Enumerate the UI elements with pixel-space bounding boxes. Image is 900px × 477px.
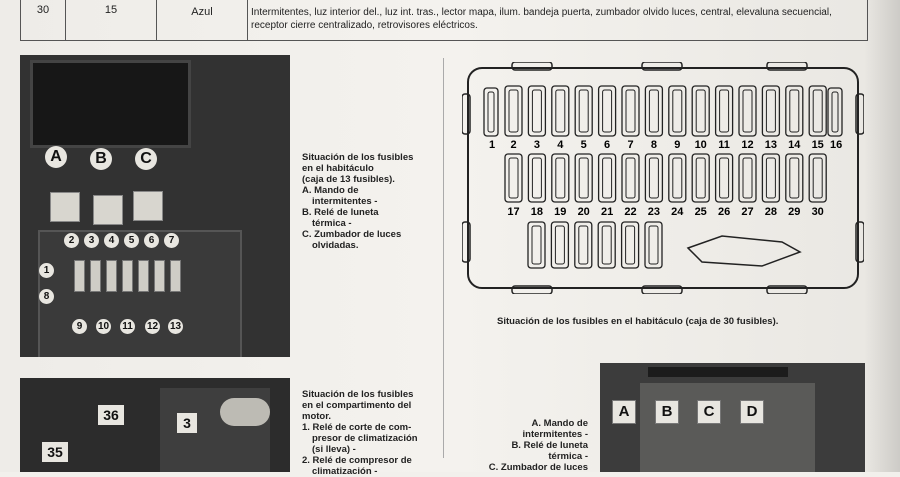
fuse-label: 9 [674, 139, 681, 151]
photo-relays [600, 363, 865, 472]
fuse-label: 21 [600, 206, 614, 218]
fuse-slot [551, 222, 568, 268]
fuse-slot [622, 222, 639, 268]
table-cell-number [21, 0, 66, 40]
fuse-slot-inner [720, 158, 729, 198]
fuse-slot-inner [509, 158, 518, 198]
fuse-label: 7 [627, 139, 634, 151]
fuse-slot-inner [603, 90, 612, 132]
fuse-slot [786, 86, 803, 136]
fuse-label: 3 [533, 139, 540, 151]
caption-line: motor. [302, 411, 332, 422]
fuse-slot-inner [532, 226, 541, 264]
small-fuse [74, 260, 85, 292]
caption-line: térmica - [312, 218, 352, 229]
fuse-slot [505, 86, 522, 136]
fuse-slot [575, 154, 592, 202]
caption-engine-fuse-box [302, 389, 418, 477]
fuse-row-middle [505, 154, 826, 202]
fuse-slot-inner [743, 158, 752, 198]
callout-number: 6 [144, 233, 159, 248]
callout-number: 13 [169, 321, 182, 332]
fuse-slot [575, 222, 592, 268]
fuse-slot-inner [790, 158, 799, 198]
fuse-slot [552, 86, 569, 136]
fuse-slot-inner [579, 158, 588, 198]
callout-3: 3 [177, 413, 197, 433]
fuse-slot-inner [649, 158, 658, 198]
fuse-label-16: 16 [830, 139, 843, 151]
fuse-labels-top [510, 139, 823, 151]
fuse-slot [739, 154, 756, 202]
caption-line: 1. Relé de corte de com- [302, 422, 412, 433]
fuse-slot-inner [696, 158, 705, 198]
fuse-slot [809, 154, 826, 202]
fuse-slot-inner [766, 158, 775, 198]
label-d: D [740, 400, 764, 424]
fuse-slot-inner [743, 90, 752, 132]
fuse-slot-inner [603, 158, 612, 198]
callout-number: 3 [84, 233, 99, 248]
fuse-label: 8 [650, 139, 657, 151]
fuse-slot-inner [509, 90, 518, 132]
fuse-slot-inner [813, 158, 822, 198]
page-edge-shadow [864, 0, 900, 472]
fuse-slot [739, 86, 756, 136]
photo-engine-fuse-box [20, 378, 290, 472]
fuse-row-bottom [528, 222, 662, 268]
column-divider [443, 58, 444, 458]
caption-line: intermitentes - [312, 196, 378, 207]
label-a: A [612, 400, 636, 424]
fuse-slot [669, 86, 686, 136]
fuse-slot [598, 222, 615, 268]
caption-line: C. Zumbador de luces [302, 229, 402, 240]
small-fuse [106, 260, 117, 292]
fuse-label-1: 1 [489, 139, 496, 151]
caption-line: B. Relé de luneta [511, 440, 588, 451]
label-c: C [135, 148, 157, 170]
caption-line: intermitentes - [522, 429, 588, 440]
callout-number: 2 [64, 233, 79, 248]
callout-number: 7 [164, 233, 179, 248]
caption-line: térmica - [548, 451, 588, 462]
fuse-label: 25 [694, 206, 707, 218]
fuse-label: 11 [718, 139, 730, 151]
fuse-label: 13 [764, 139, 778, 151]
fuse-slot-inner [649, 226, 658, 264]
fuse-slot-inner [790, 90, 799, 132]
fuse-slot [552, 154, 569, 202]
callout-number: 8 [39, 289, 54, 304]
caption-line: C. Zumbador de luces [488, 462, 588, 473]
fuse-slot [622, 154, 639, 202]
fuse-slot [528, 86, 545, 136]
fuse-slot-inner [532, 158, 541, 198]
callout-number: 9 [72, 319, 87, 334]
fuse-slot [809, 86, 826, 136]
fuse-slot [692, 154, 709, 202]
fuse-label: 19 [554, 206, 567, 218]
relay-round [220, 398, 270, 426]
fuse-slot [575, 86, 592, 136]
fuse-label: 10 [694, 139, 707, 151]
caption-line: olvidadas. [312, 240, 359, 251]
fuse-row-top [484, 86, 842, 136]
fuse-label: 6 [604, 139, 611, 151]
fuse-number: 30 [36, 4, 50, 16]
fuse-slot [484, 88, 498, 136]
fuse-slot [786, 154, 803, 202]
fuse-slot-inner [832, 92, 838, 132]
relay-b [93, 195, 123, 225]
table-cell-amperage [66, 0, 157, 40]
fuse-slot-inner [766, 90, 775, 132]
fuse-slot [599, 154, 616, 202]
fuse-slot [622, 86, 639, 136]
fuse-table-row [20, 0, 868, 41]
caption-line: en el compartimento del [302, 400, 412, 411]
fuse-panel [38, 230, 242, 357]
fuse-label: 26 [717, 206, 731, 218]
fuse-label: 2 [510, 139, 517, 151]
label-a: A [45, 146, 67, 168]
table-cell-color [157, 0, 248, 40]
fuse-label: 28 [764, 206, 778, 218]
caption-line: climatización - [312, 466, 378, 477]
fuse-slot-inner [813, 90, 822, 132]
fuse-label: 18 [530, 206, 544, 218]
fuse-label: 20 [577, 206, 590, 218]
caption-line: A. Mando de [531, 418, 588, 429]
caption-line: Situación de los fusibles [302, 152, 414, 163]
label-c: C [697, 400, 721, 424]
fuse-slot-inner [626, 158, 635, 198]
connector-shape [688, 236, 800, 266]
fuse-slot [716, 154, 733, 202]
callout-number: 11 [120, 319, 135, 334]
caption-line: en el habitáculo [302, 163, 374, 174]
fuse-slot [505, 154, 522, 202]
fuse-slot-inner [555, 226, 564, 264]
fuse-label: 24 [671, 206, 684, 218]
caption-fuse-box-13 [302, 152, 413, 251]
photo-fuse-box-13 [20, 55, 290, 357]
fuse-slot [528, 154, 545, 202]
fuse-slot-inner [488, 92, 494, 132]
table-cell-description: Intermitentes, luz interior del., luz int. tras., lector mapa, ilum. bandeja puerta, zumbador olvido luces, central, elevaluna secuencial, receptor cierre centralizado, retrovisores eléctricos. [251, 7, 832, 31]
fuse-slot-inner [579, 90, 588, 132]
label-b: B [655, 400, 679, 424]
fuse-box-30-diagram [462, 62, 864, 294]
fuse-slot-inner [649, 90, 658, 132]
caption-line: (caja de 13 fusibles). [302, 174, 395, 185]
fuse-slot [828, 88, 842, 136]
relay-housing [640, 383, 815, 472]
caption-line: presor de climatización [312, 433, 418, 444]
callout-36: 36 [98, 405, 124, 425]
fuse-amperage: 15 [104, 4, 118, 16]
fuse-label: 29 [788, 206, 801, 218]
fuse-slot-inner [673, 158, 682, 198]
label-b: B [90, 148, 112, 170]
fuse-color: Azul [191, 6, 213, 18]
fuse-label: 30 [811, 206, 824, 218]
relay-c [133, 191, 163, 221]
callout-35: 35 [42, 442, 68, 462]
fuse-slot-inner [673, 90, 682, 132]
caption-relays [470, 418, 588, 473]
relay-a [50, 192, 80, 222]
caption-line: 2. Relé de compresor de [302, 455, 412, 466]
fuse-slot-inner [579, 226, 588, 264]
small-fuse [154, 260, 165, 292]
fuse-label: 4 [557, 139, 564, 151]
fuse-slot [528, 222, 545, 268]
callout-number: 12 [146, 321, 159, 332]
caption-line: A. Mando de [302, 185, 359, 196]
fuse-slot-inner [556, 158, 565, 198]
fuse-slot [645, 154, 662, 202]
fuse-slot-inner [626, 226, 635, 264]
fuse-slot [762, 86, 779, 136]
caption-line: (si lleva) - [312, 444, 356, 455]
fuse-label: 12 [741, 139, 754, 151]
fuse-label: 14 [788, 139, 801, 151]
fuse-slot [599, 86, 616, 136]
dashboard-area [30, 60, 191, 148]
callout-number: 10 [97, 321, 110, 332]
fuse-label: 22 [624, 206, 637, 218]
fuse-label: 5 [580, 139, 587, 151]
fuse-labels-middle [507, 206, 823, 218]
caption-line: Situación de los fusibles [302, 389, 414, 400]
fuse-label: 27 [741, 206, 754, 218]
callout-number: 5 [124, 233, 139, 248]
caption-line: B. Relé de luneta [302, 207, 379, 218]
small-fuse [170, 260, 181, 292]
fuse-slot-inner [720, 90, 729, 132]
small-fuse [122, 260, 133, 292]
fuse-slot [692, 86, 709, 136]
small-fuse [90, 260, 101, 292]
fuse-slot [645, 86, 662, 136]
fuse-slot-inner [532, 90, 541, 132]
fuse-slot [645, 222, 662, 268]
fuse-slot-inner [602, 226, 611, 264]
fuse-slot [716, 86, 733, 136]
slot [648, 367, 788, 377]
fuse-label: 23 [647, 206, 661, 218]
small-fuse [138, 260, 149, 292]
fuse-slot-inner [626, 90, 635, 132]
fuse-label: 17 [507, 206, 520, 218]
callout-number: 1 [39, 263, 54, 278]
fuse-slot [762, 154, 779, 202]
fuse-slot-inner [556, 90, 565, 132]
fuse-slot [669, 154, 686, 202]
fuse-label: 15 [811, 139, 824, 151]
callout-number: 4 [104, 233, 119, 248]
fuse-slot-inner [696, 90, 705, 132]
diagram-title: Situación de los fusibles en el habitáculo (caja de 30 fusibles). [497, 316, 779, 327]
